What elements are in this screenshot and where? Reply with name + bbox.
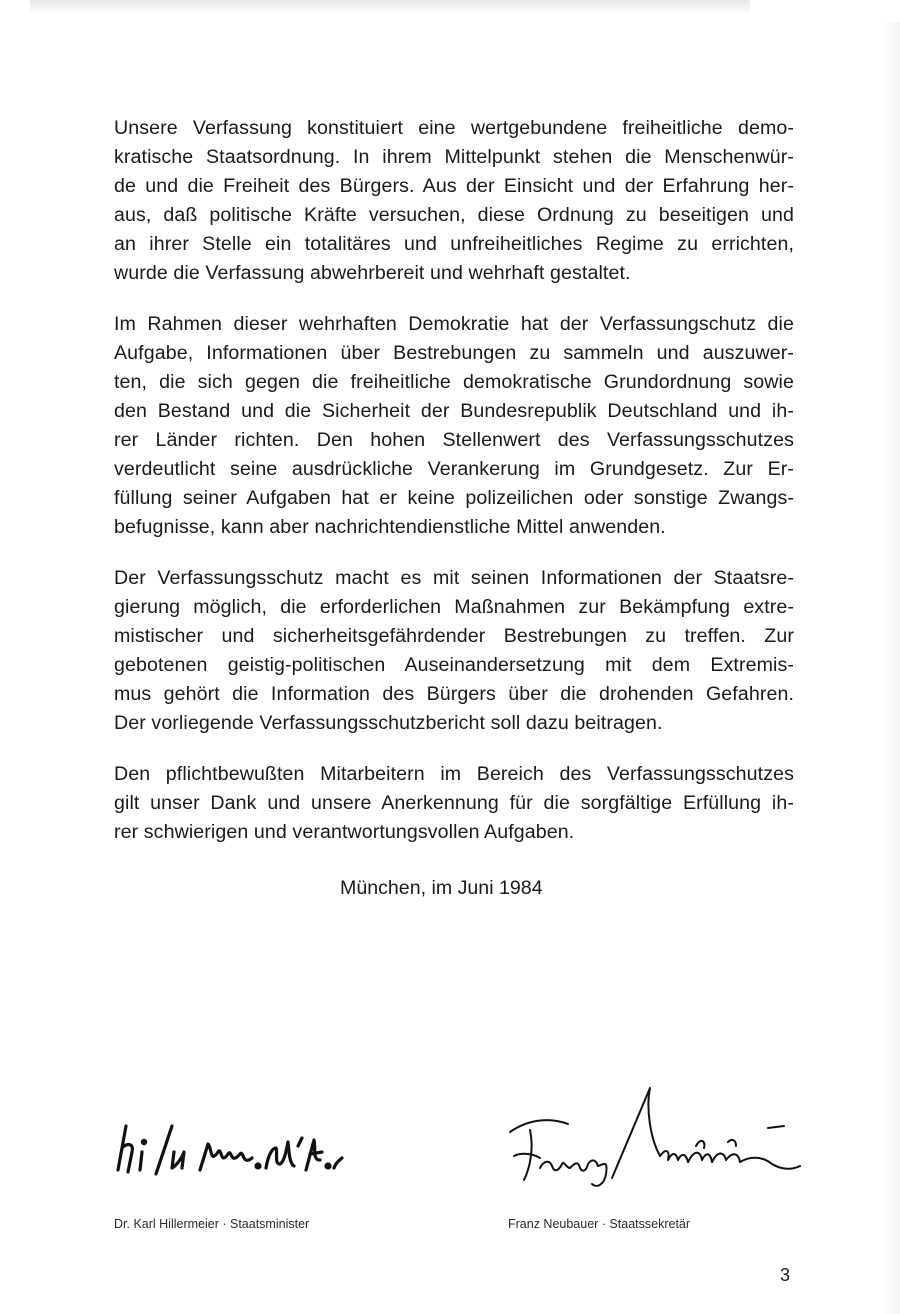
scan-right-edge <box>884 22 900 1314</box>
text-line: gilt unser Dank und unsere Anerkennung für die sorgfältige Erfüllung ih- <box>114 792 794 814</box>
text-line: rer Länder richten. Den hohen Stellenwert des Verfassungsschutzes <box>114 429 794 451</box>
text-line: de und die Freiheit des Bürgers. Aus der Einsicht und der Erfahrung her- <box>114 175 794 197</box>
text-line: befugnisse, kann aber nachrichtendienstliche Mittel anwenden. <box>114 516 666 538</box>
text-line: kratische Staatsordnung. In ihrem Mittelpunkt stehen die Menschenwür- <box>114 146 794 168</box>
text-line: Aufgabe, Informationen über Bestrebungen zu sammeln und auszuwer- <box>114 342 794 364</box>
paragraph-4 <box>114 760 794 847</box>
text-line: den Bestand und die Sicherheit der Bundesrepublik Deutschland und ih- <box>114 400 794 422</box>
text-line: wurde die Verfassung abwehrbereit und wehrhaft gestaltet. <box>114 262 631 284</box>
place-date: München, im Juni 1984 <box>340 877 543 899</box>
text-line: mistischer und sicherheitsgefährdender Bestrebungen zu treffen. Zur <box>114 625 794 647</box>
scan-top-edge <box>30 0 750 14</box>
text-line: aus, daß politische Kräfte versuchen, diese Ordnung zu beseitigen und <box>114 204 794 226</box>
signatory-caption-right: Franz Neubauer · Staatssekretär <box>508 1217 691 1231</box>
paragraph-1 <box>114 114 794 288</box>
text-line: Im Rahmen dieser wehrhaften Demokratie hat der Verfassungschutz die <box>114 313 794 335</box>
text-line: Der vorliegende Verfassungsschutzbericht soll dazu beitragen. <box>114 712 663 734</box>
text-line: mus gehört die Information des Bürgers über die drohenden Gefahren. <box>114 683 794 705</box>
text-line: Der Verfassungsschutz macht es mit seinen Informationen der Staatsre- <box>114 567 794 589</box>
paragraph-3 <box>114 564 794 738</box>
text-line: Den pflichtbewußten Mitarbeitern im Bereich des Verfassungsschutzes <box>114 763 794 785</box>
body-text <box>114 114 794 869</box>
signature-hillermeier <box>108 1108 408 1188</box>
text-line: ten, die sich gegen die freiheitliche demokratische Grundordnung sowie <box>114 371 794 393</box>
paragraph-2 <box>114 310 794 542</box>
text-line: rer schwierigen und verantwortungsvollen Aufgaben. <box>114 821 575 843</box>
text-line: gierung möglich, die erforderlichen Maßnahmen zur Bekämpfung extre- <box>114 596 794 618</box>
text-line: gebotenen geistig-politischen Auseinandersetzung mit dem Extremis- <box>114 654 794 676</box>
signature-neubauer <box>500 1068 820 1198</box>
page-number: 3 <box>780 1265 791 1285</box>
text-line: Unsere Verfassung konstituiert eine wertgebundene freiheitliche demo- <box>114 117 794 139</box>
text-line: füllung seiner Aufgaben hat er keine polizeilichen oder sonstige Zwangs- <box>114 487 794 509</box>
signatory-caption-left: Dr. Karl Hillermeier · Staatsminister <box>114 1217 310 1231</box>
text-line: an ihrer Stelle ein totalitäres und unfreiheitliches Regime zu errichten, <box>114 233 794 255</box>
text-line: verdeutlicht seine ausdrückliche Verankerung im Grundgesetz. Zur Er- <box>114 458 794 480</box>
